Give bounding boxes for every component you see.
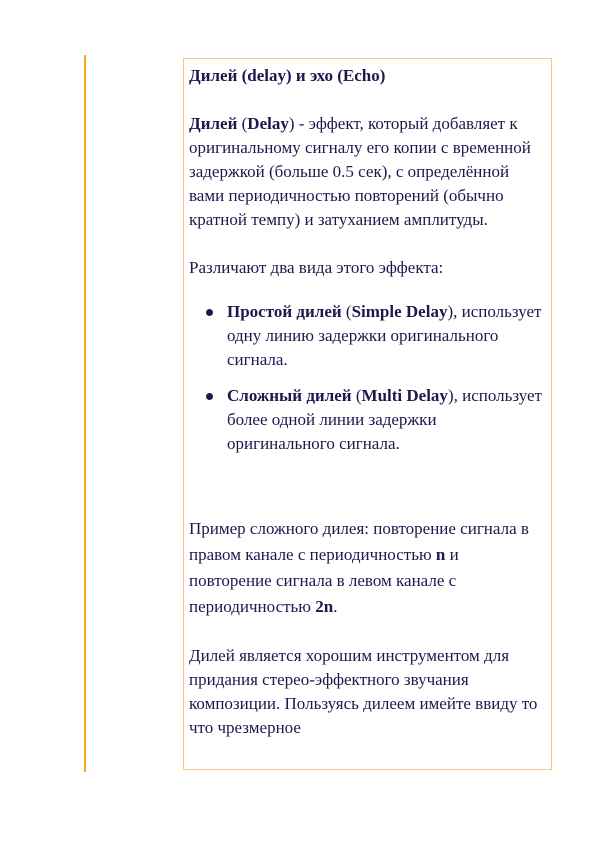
example-paragraph [189,516,545,620]
kind-paren-close: ) [447,386,454,405]
kind-paren-open: ( [351,386,362,405]
blank-space [189,468,545,516]
example-text-2: и повторение сигнала в левом канале с периодичностью [189,545,459,616]
bullet-icon [206,309,213,316]
list-item [189,384,545,456]
margin-rule [84,55,86,772]
intro-term: Дилей [189,114,238,133]
kind-name-en: Simple Delay [351,302,448,321]
document-text-frame [183,58,552,770]
kinds-intro: Различают два вида этого эффекта: [189,258,444,277]
bullet-icon [206,393,213,400]
kind-text: , использует более одной линии задержки оригинального сигнала. [227,386,542,453]
kind-name: Простой дилей [227,302,342,321]
intro-term-en: Delay [247,114,289,133]
intro-paragraph [189,112,545,232]
kind-text: , использует одну линию задержки оригинального сигнала. [227,302,542,369]
example-2n: 2n [315,597,334,616]
list-item [189,300,545,372]
kind-paren-close: ) [447,302,454,321]
example-text-1: Пример сложного дилея: повторение сигнала в правом канале с периодичностью [189,519,529,564]
kinds-list [189,300,545,456]
document-heading: Дилей (delay) и эхо (Echo) [189,66,386,85]
closing-paragraph: Дилей является хорошим инструментом для придания стерео-эффектного звучания композиции. Пользуясь дилеем имейте ввиду то что чрезмерное [189,646,538,737]
intro-paren-close: ) [288,114,295,133]
example-n: n [435,545,446,564]
kind-paren-open: ( [341,302,352,321]
kind-name-en: Multi Delay [361,386,448,405]
kind-name: Сложный дилей [227,386,352,405]
intro-paren-open: ( [237,114,248,133]
example-text-3: . [333,597,338,616]
intro-text: - эффект, который добавляет к оригинальному сигналу его копии с временной задержкой (больше 0.5 сек), с определённой вами периодичностью повторений (обычно кратной темпу) и затуханием амплитуды. [189,114,531,229]
